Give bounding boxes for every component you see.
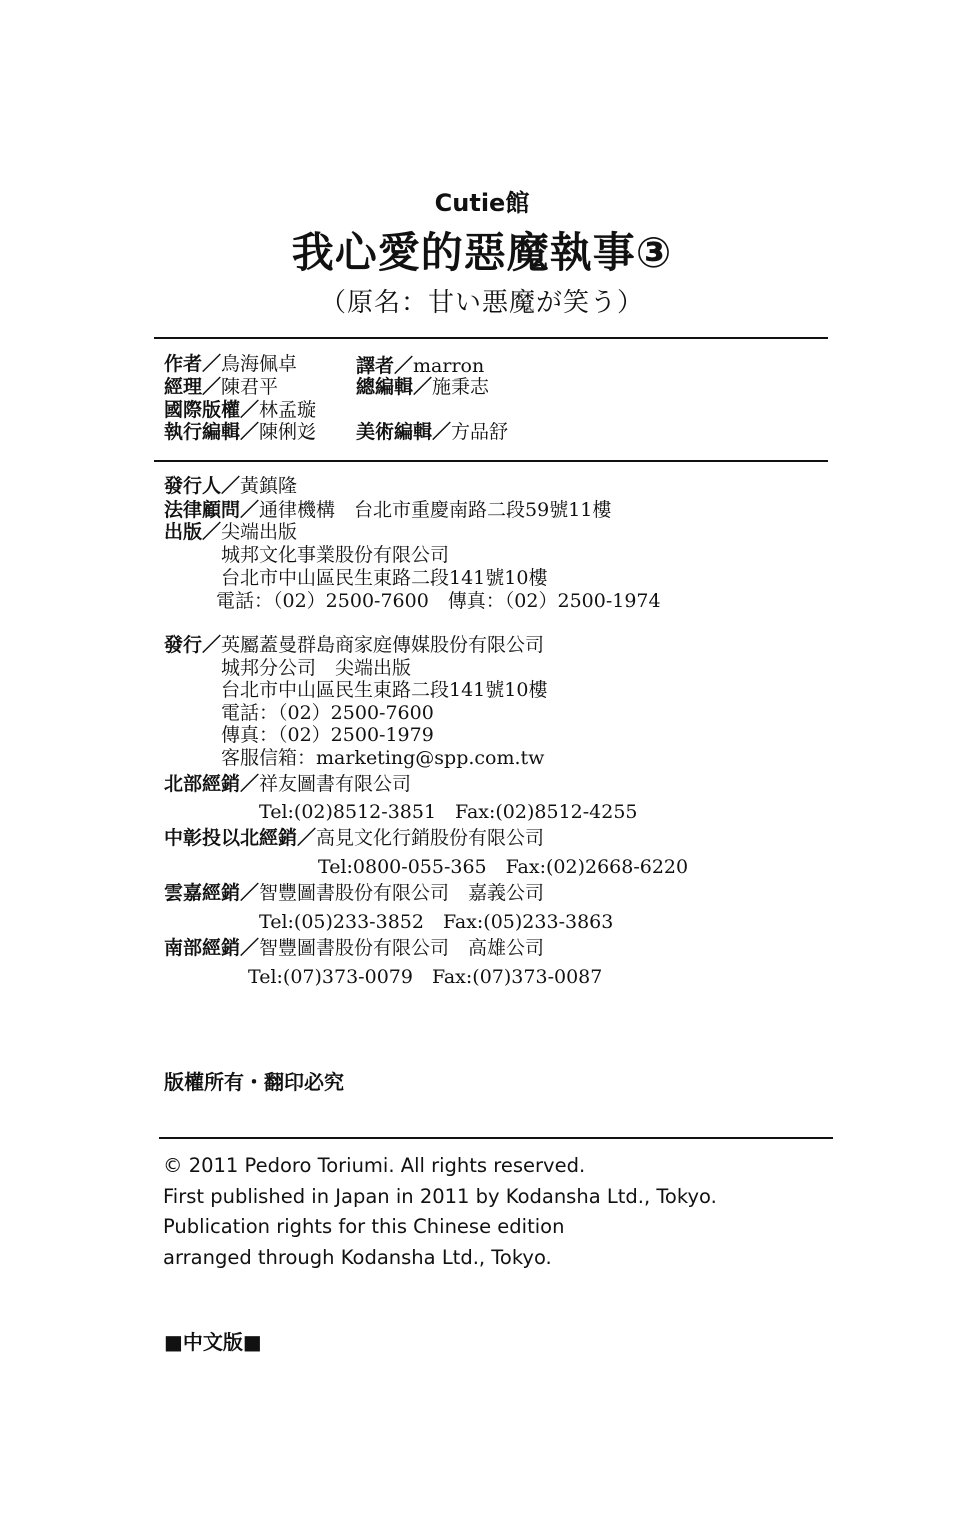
original-title: （原名：甘い悪魔が笑う） (319, 288, 644, 318)
divider (154, 337, 828, 339)
chief-editor-line: 總編輯／施秉志 (356, 376, 490, 398)
author-line: 作者／鳥海佩卓 (164, 353, 298, 375)
exec-editor-line: 執行編輯／陳俐彣 (164, 421, 317, 443)
copyright-line: Publication rights for this Chinese edition (163, 1215, 565, 1238)
copyright-line: © 2011 Pedoro Toriumi. All rights reserved. (163, 1154, 586, 1177)
book-title: 我心愛的惡魔執事③ (291, 228, 673, 277)
central-dist-contact: Tel:0800-055-365 Fax:(02)2668-6220 (318, 856, 689, 878)
yunjia-dist-contact: Tel:(05)233-3852 Fax:(05)233-3863 (259, 911, 614, 933)
legal-line: 法律顧問／通律機構 台北市重慶南路二段59號11樓 (164, 499, 612, 521)
divider (159, 1137, 833, 1139)
distributor-line: 發行／英屬蓋曼群島商家庭傳媒股份有限公司 (164, 634, 545, 656)
central-dist-line: 中彰投以北經銷／高見文化行銷股份有限公司 (164, 827, 545, 849)
intl-rights-line: 國際版權／林孟璇 (164, 399, 317, 421)
manager-line: 經理／陳君平 (164, 376, 279, 398)
publisher-company: 城邦文化事業股份有限公司 (221, 544, 450, 566)
distributor-fax: 傳真：（02）2500-1979 (221, 724, 434, 746)
yunjia-dist-line: 雲嘉經銷／智豐圖書股份有限公司 嘉義公司 (164, 882, 545, 904)
publisher-address: 台北市中山區民生東路二段141號10樓 (221, 567, 548, 589)
distributor-branch: 城邦分公司 尖端出版 (221, 657, 412, 679)
copyright-line: arranged through Kodansha Ltd., Tokyo. (163, 1246, 552, 1269)
distributor-email: 客服信箱：marketing@spp.com.tw (221, 747, 545, 769)
north-dist-line: 北部經銷／祥友圖書有限公司 (164, 773, 412, 795)
rights-notice: 版權所有・翻印必究 (164, 1070, 344, 1094)
publisher-phone: 電話：（02）2500-7600 傳真：（02）2500-1974 (216, 590, 661, 612)
north-dist-contact: Tel:(02)8512-3851 Fax:(02)8512-4255 (259, 801, 638, 823)
south-dist-contact: Tel:(07)373-0079 Fax:(07)373-0087 (248, 966, 603, 988)
edition-label: ■中文版■ (164, 1330, 262, 1354)
copyright-line: First published in Japan in 2011 by Kodansha Ltd., Tokyo. (163, 1185, 717, 1208)
translator-line: 譯者／marron (356, 355, 485, 377)
south-dist-line: 南部經銷／智豐圖書股份有限公司 高雄公司 (164, 937, 545, 959)
publisher-line: 出版／尖端出版 (164, 521, 298, 543)
art-editor-line: 美術編輯／方品舒 (356, 421, 509, 443)
distributor-address: 台北市中山區民生東路二段141號10樓 (221, 679, 548, 701)
divider (154, 460, 828, 462)
issuer-line: 發行人／黃鎮隆 (164, 475, 298, 497)
distributor-phone: 電話：（02）2500-7600 (221, 702, 434, 724)
series-label: Cutie館 (434, 189, 530, 217)
